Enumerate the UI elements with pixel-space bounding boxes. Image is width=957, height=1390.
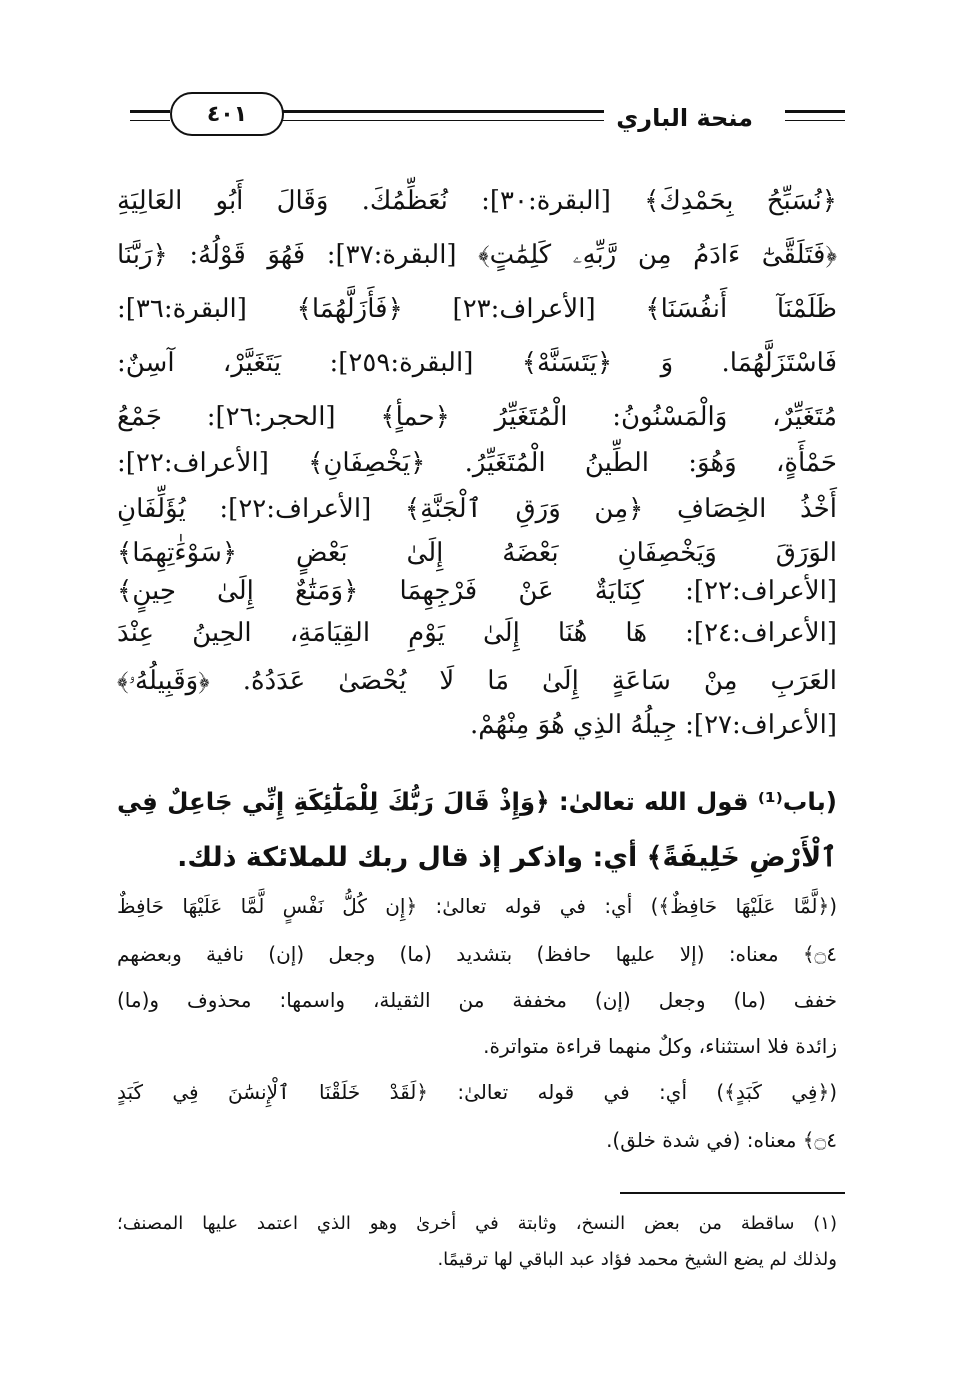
body-line: حَمْأَةٍ، وَهُوَ: الطِّينُ الْمُتَغَيِّرُ. ﴿يَخْصِفَانِ﴾ [الأعراف:٢٢]: [117, 448, 837, 478]
header-rule-top-right [785, 110, 845, 113]
footnote-line: ولذلك لم يضع الشيخ محمد فؤاد عبد الباقي لها ترقيمًا. [437, 1249, 837, 1270]
explanation-line: (﴿لَّمَّا عَلَيْهَا حَافِظٌ﴾) أي: في قوله تعالىٰ: ﴿إِن كُلُّ نَفْسٍ لَّمَّا عَلَيْهَا حَافِظٌ [117, 894, 837, 918]
explanation-line: خفف (ما) وجعل (إن) مخففة من الثقيلة، واسمها: محذوف و(ما) [117, 988, 837, 1012]
running-title: منحة الباري [604, 104, 765, 132]
explanation-line: (﴿فِي كَبَدٍ﴾) أي: في قوله تعالىٰ: ﴿لَقَدْ خَلَقْنَا ٱلْإِنسَٰنَ فِي كَبَدٍ [117, 1080, 837, 1104]
header-rule-bottom-right [785, 120, 845, 121]
page-header [130, 88, 845, 148]
explanation-line: ۝٤﴾ معناه: (إلا عليها حافظ) بتشديد (ما) وجعل (إن) نافية وبعضهم [117, 942, 837, 966]
body-line: [الأعراف:٢٤]: هَا هُنَا إِلَىٰ يَوْمِ القِيَامَةِ، الحِينُ عِنْدَ [117, 618, 837, 648]
body-line: ظَلَمْنَآ أَنفُسَنَا﴾ [الأعراف:٢٣] ﴿فَأَزَلَّهُمَا﴾ [البقرة:٣٦]: [117, 294, 837, 324]
explanation-line: زائدة فلا استثناء، وكلٌ منهما قراءة متواترة. [483, 1034, 837, 1058]
body-line: فَاسْتَزَلَّهُمَا. وَ ﴿يَتَسَنَّهْ﴾ [البقرة:٢٥٩]: يَتَغَيَّرْ، آسِنٌ: [117, 348, 837, 378]
footnote-separator [620, 1192, 845, 1194]
body-line: ﴿نُسَبِّحُ بِحَمْدِكَ﴾ [البقرة:٣٠]: نُعَظِّمُكَ. وَقَالَ أَبُو العَالِيَةِ [117, 186, 837, 216]
body-line: ﴿فَتَلَقَّىٰٓ ءَادَمُ مِن رَّبِّهِۦ كَلِمَٰتٍ﴾ [البقرة:٣٧]: فَهُوَ قَوْلُهُ: ﴿رَبَّنَا [117, 240, 837, 270]
body-line: [الأعراف:٢٧]: جِيلُهُ الذِي هُوَ مِنْهُمْ. [470, 710, 837, 740]
explanation-line: ۝٤﴾ معناه: (في شدة خلق). [606, 1128, 837, 1152]
header-rule-left-bottom [130, 120, 170, 121]
chapter-heading: ٱلْأَرْضِ خَلِيفَةً﴾ أي: واذكر إذ قال ربك للملائكة ذلك. [177, 842, 837, 873]
chapter-heading: (باب⁽¹⁾ قول الله تعالىٰ: ﴿وَإِذْ قَالَ رَبُّكَ لِلْمَلَٰٓئِكَةِ إِنِّي جَاعِلٌ فِي [117, 787, 837, 816]
body-line: الوَرَقَ وَيَخْصِفَانِ بَعْضَهُ إِلَىٰ بَعْضٍ ﴿سَوْءَٰتِهِمَا﴾ [117, 538, 837, 568]
body-line: العَرَبِ مِنْ سَاعَةٍ إِلَىٰ مَا لَا يُحْصَىٰ عَدَدُهُ. ﴿وَقَبِيلُهُۥ﴾ [117, 666, 837, 696]
page-number: ٤٠١ [170, 92, 284, 136]
body-line: [الأعراف:٢٢]: كِنَايَةٌ عَنْ فَرْجِهِمَا ﴿وَمَتَٰعٌ إِلَىٰ حِينٍ﴾ [117, 576, 837, 606]
body-line: مُتَغَيِّرٌ، وَالْمَسْنُونُ: الْمُتَغَيِّرُ ﴿حمأٍ﴾ [الحجر:٢٦]: جَمْعُ [117, 402, 837, 432]
header-rule-left [130, 110, 170, 113]
footnote-line: (١) ساقطة من بعض النسخ، وثابتة في أخرىٰ وهو الذي اعتمد عليها المصنف؛ [117, 1213, 837, 1234]
body-line: أَخْذُ الخِصَافِ ﴿مِن وَرَقِ ٱلْجَنَّةِ﴾ [الأعراف:٢٢]: يُؤَلِّفَانِ [117, 494, 837, 524]
